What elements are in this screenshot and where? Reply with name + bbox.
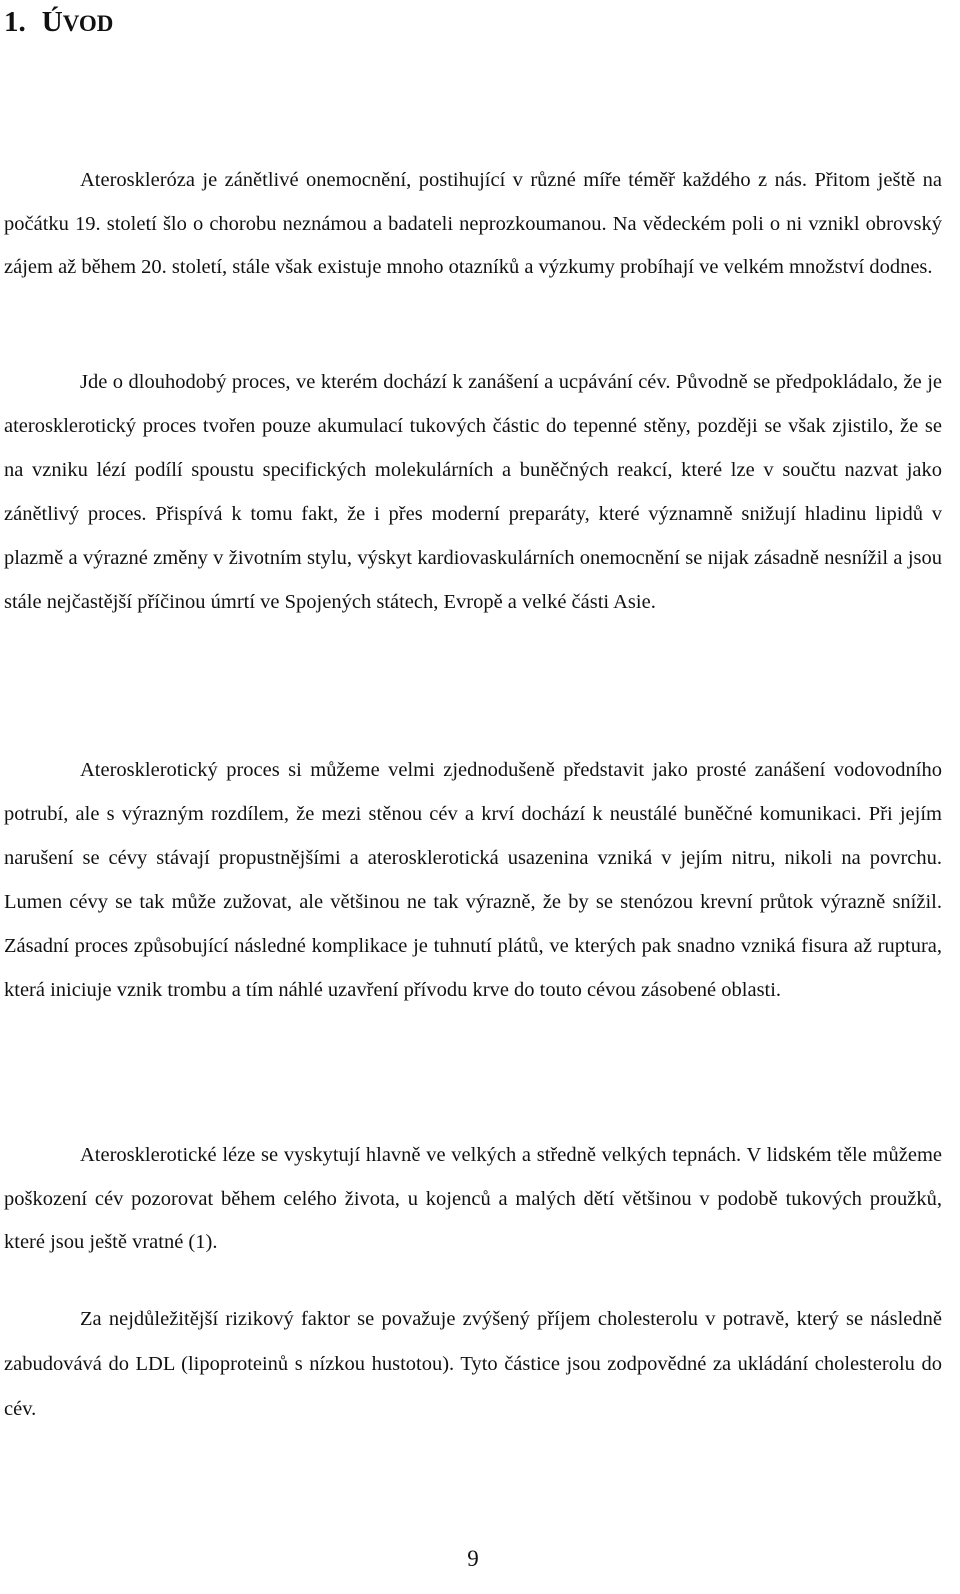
paragraph: Ateroskleróza je zánětlivé onemocnění, postihující v různé míře téměř každého z nás. Přitom ještě na počátku 19. století šlo o chorobu neznámou a badateli neprozkoumanou. Na vědeckém poli o ni vznikl obrovský zájem až během 20. století, stále však existuje mnoho otazníků a výzkumy probíhají ve velkém množství dodnes.: [4, 169, 942, 278]
paragraph: Aterosklerotický proces si můžeme velmi zjednodušeně představit jako prosté zanášení vodovodního potrubí, ale s výrazným rozdílem, že mezi stěnou cév a krví dochází k neustálé buněčné komunikaci. Při jejím narušení se cévy stávají propustnějšími a aterosklerotická usazenina vzniká v jejím nitru, nikoli na povrchu. Lumen cévy se tak může zužovat, ale většinou ne tak výrazně, že by se stenózou krevní průtok výrazně snížil. Zásadní proces způsobující následné komplikace je tuhnutí plátů, ve kterých pak snadno vzniká fisura až ruptura, která iniciuje vznik trombu a tím náhlé uzavření přívodu krve do touto cévou zásobené oblasti.: [4, 759, 942, 1001]
paragraph: Jde o dlouhodobý proces, ve kterém dochází k zanášení a ucpávání cév. Původně se předpokládalo, že je aterosklerotický proces tvořen pouze akumulací tukových částic do tepenné stěny, později se však zjistilo, že se na vzniku lézí podílí spoustu specifických molekulárních a buněčných reakcí, které lze v součtu nazvat jako zánětlivý proces. Přispívá k tomu fakt, že i přes moderní preparáty, které významně snižují hladinu lipidů v plazmě a výrazné změny v životním stylu, výskyt kardiovaskulárních onemocnění se nijak zásadně nesnížil a jsou stále nejčastější příčinou úmrtí ve Spojených státech, Evropě a velké části Asie.: [4, 371, 942, 613]
chapter-heading: [4, 2, 113, 44]
chapter-title-initial: Ú: [41, 6, 63, 38]
paragraph: Za nejdůležitější rizikový faktor se považuje zvýšený příjem cholesterolu v potravě, který se následně zabudovává do LDL (lipoproteinů s nízkou hustotou). Tyto částice jsou zodpovědné za ukládání cholesterolu do cév.: [4, 1308, 942, 1420]
chapter-title-rest: VOD: [62, 11, 114, 36]
paragraph: Aterosklerotické léze se vyskytují hlavně ve velkých a středně velkých tepnách. V lidském těle můžeme poškození cév pozorovat během celého života, u kojenců a malých dětí většinou v podobě tukových proužků, které jsou ještě vratné (1).: [4, 1144, 942, 1253]
page-number: 9: [467, 1546, 479, 1571]
chapter-number: 1.: [4, 6, 26, 38]
